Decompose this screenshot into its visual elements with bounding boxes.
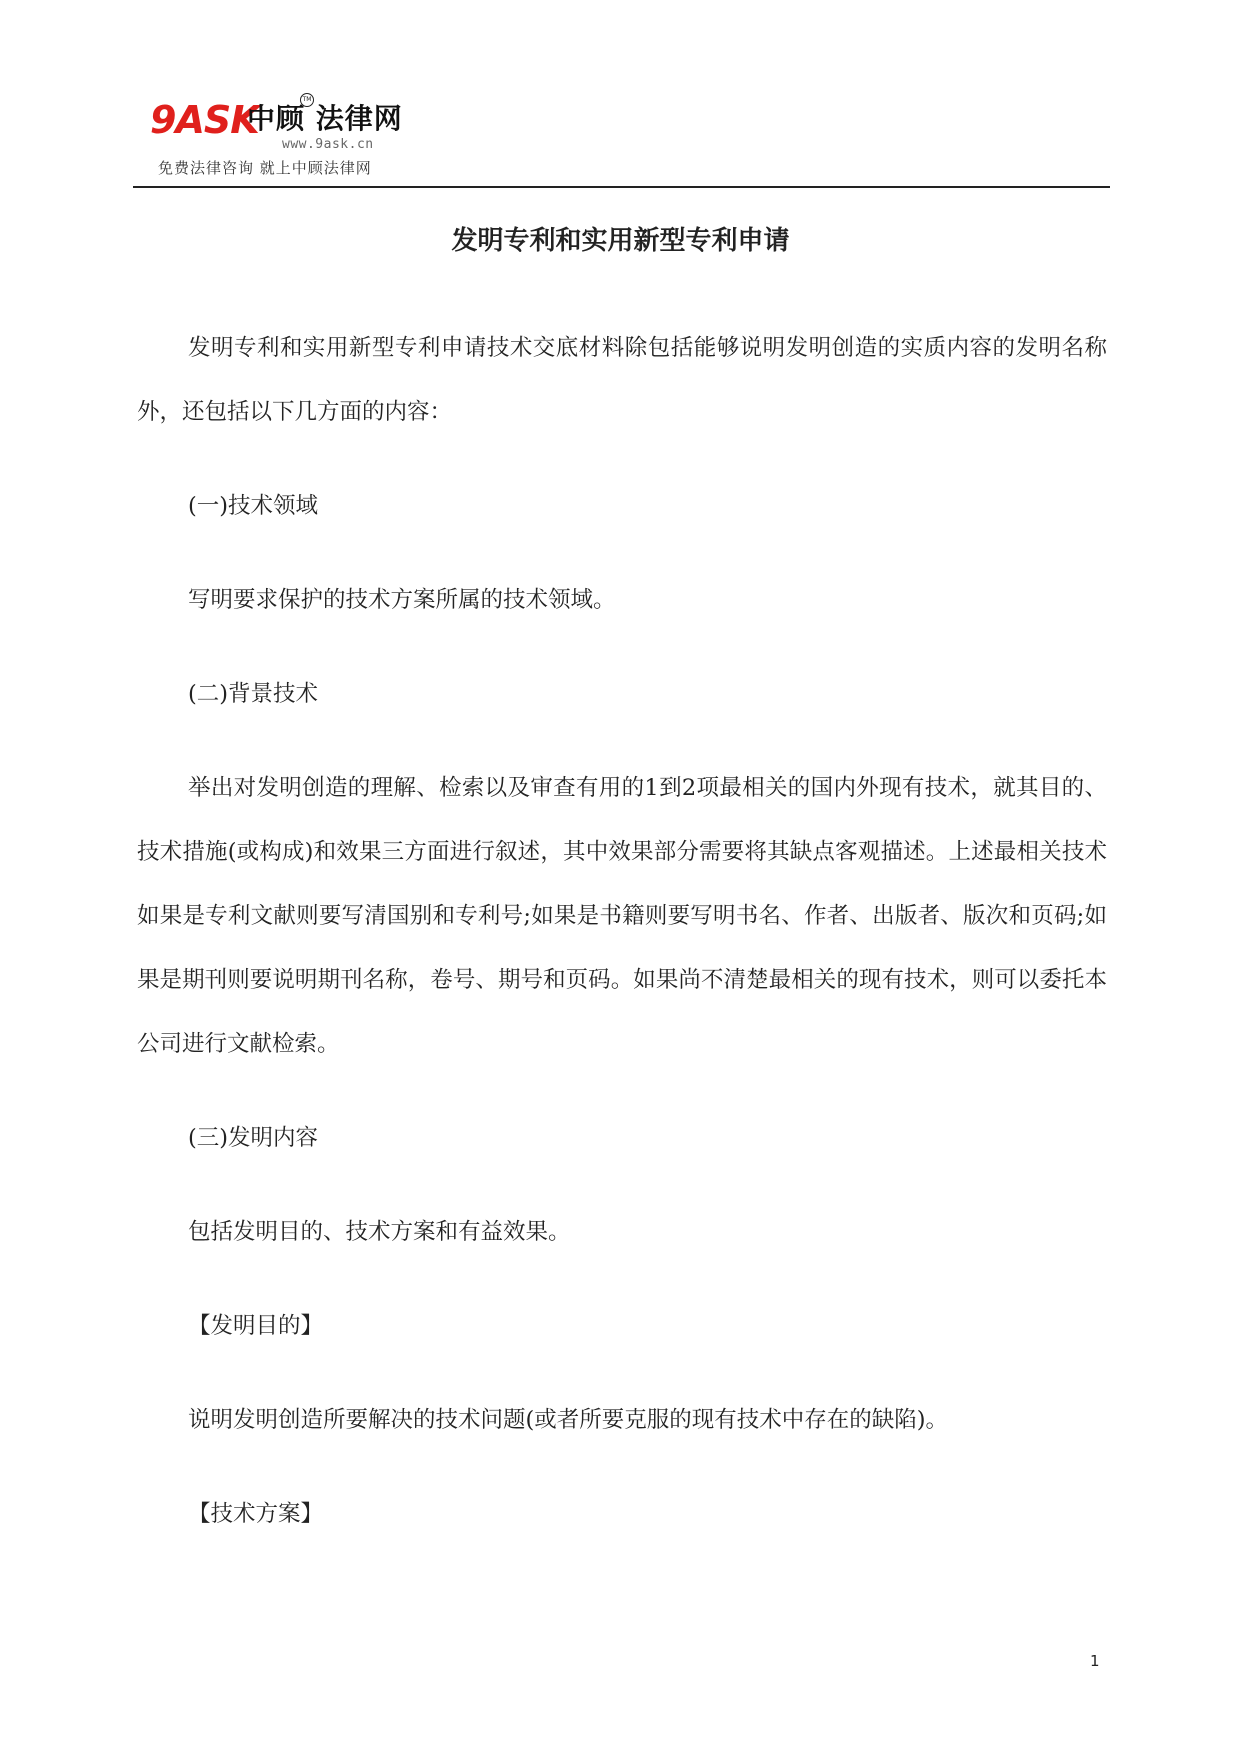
document-body	[137, 316, 1107, 1576]
paragraph-purpose: 说明发明创造所要解决的技术问题(或者所要克服的现有技术中存在的缺陷)。	[188, 1407, 949, 1433]
trademark-icon: TM	[300, 93, 314, 107]
paragraph-content: 包括发明目的、技术方案和有益效果。	[188, 1219, 571, 1245]
logo-slogan: 免费法律咨询 就上中顾法律网	[158, 159, 372, 177]
document-title: 发明专利和实用新型专利申请	[451, 226, 790, 256]
section-heading-3: (三)发明内容	[188, 1125, 319, 1151]
site-header	[150, 95, 450, 183]
section-heading-2: (二)背景技术	[188, 681, 319, 707]
logo-url: www.9ask.cn	[282, 137, 374, 152]
header-divider	[133, 186, 1110, 188]
section-heading-1: (一)技术领域	[188, 493, 319, 519]
logo-mark: 9ASK	[150, 98, 259, 142]
paragraph-tech-field: 写明要求保护的技术方案所属的技术领域。	[188, 587, 616, 613]
paragraph-intro: 发明专利和实用新型专利申请技术交底材料除包括能够说明发明创造的实质内容的发明名称外，还包括以下几方面的内容：	[137, 335, 1107, 425]
subheading-purpose: 【发明目的】	[188, 1313, 324, 1339]
paragraph-background: 举出对发明创造的理解、检索以及审查有用的1到2项最相关的国内外现有技术，就其目的、技术措施(或构成)和效果三方面进行叙述，其中效果部分需要将其缺点客观描述。上述最相关技术如果是专利文献则要写清国别和专利号;如果是书籍则要写明书名、作者、出版者、版次和页码;如果是期刊则要说明期刊名称，卷号、期号和页码。如果尚不清楚最相关的现有技术，则可以委托本公司进行文献检索。	[137, 775, 1107, 1057]
subheading-solution: 【技术方案】	[188, 1501, 324, 1527]
page-number: 1	[1090, 1652, 1100, 1670]
logo-text: 中顾 法律网	[247, 102, 403, 135]
